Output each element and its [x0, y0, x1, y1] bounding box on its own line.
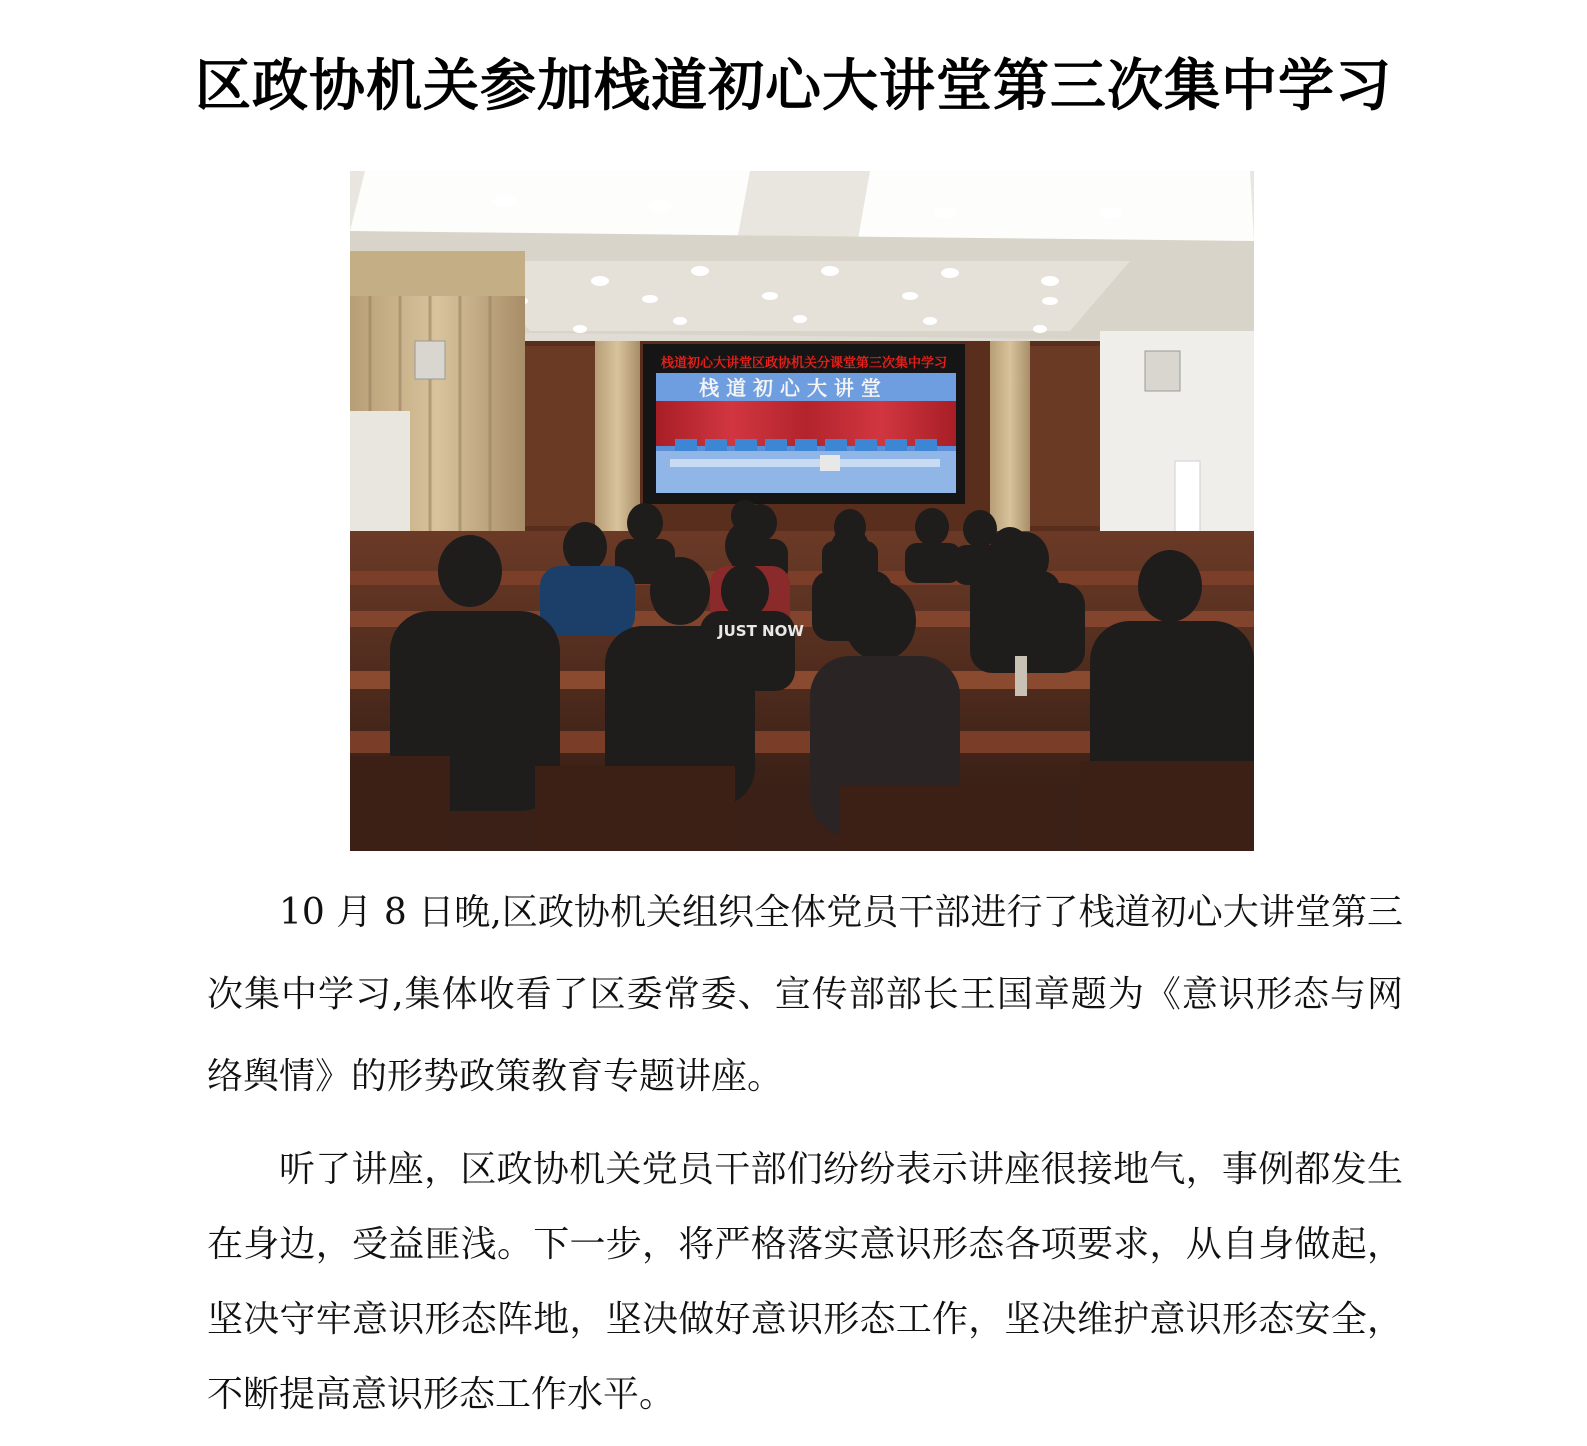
shirt-text: JUST NOW: [718, 622, 804, 640]
screen-banner: 栈道初心大讲堂区政协机关分课堂第三次集中学习: [660, 356, 948, 371]
screen-heading: 栈 道 初 心 大 讲 堂: [699, 376, 881, 400]
paragraph: 听了讲座，区政协机关党员干部们纷纷表示讲座很接地气，事例都发生在身边，受益匪浅。下一步，将严格落实意识形态各项要求，从自身做起，坚决守牢意识形态阵地，坚决做好意识形态工作，坚决维护意识形态安全，不断提高意识形态工作水平。: [207, 1149, 1403, 1415]
article-body: [207, 872, 1403, 1446]
thermos: [1015, 656, 1027, 696]
meeting-photo: [350, 171, 1254, 851]
paragraph: 10 月 8 日晚,区政协机关组织全体党员干部进行了栈道初心大讲堂第三次集中学习,集体收看了区委常委、宣传部部长王国章题为《意识形态与网络舆情》的形势政策教育专题讲座。: [207, 892, 1403, 1097]
speaker: [1145, 351, 1180, 391]
document-title: 区政协机关参加栈道初心大讲堂第三次集中学习: [195, 52, 1392, 119]
speaker: [415, 341, 445, 379]
